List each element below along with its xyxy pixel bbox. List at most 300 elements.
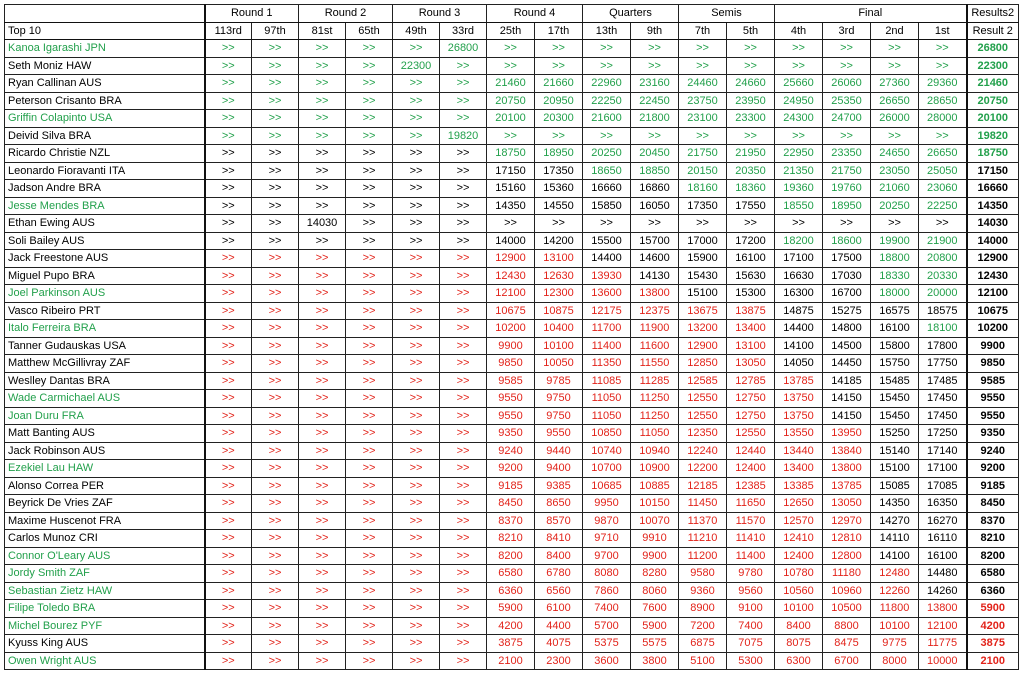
points-cell: >> [823, 215, 871, 233]
points-cell: 15800 [871, 337, 919, 355]
points-cell: >> [346, 127, 393, 145]
points-cell: 13800 [631, 285, 679, 303]
table-row [5, 92, 1019, 110]
result-cell: 16660 [967, 180, 1019, 198]
result-cell: 26800 [967, 40, 1019, 58]
results-spreadsheet [4, 4, 1019, 670]
points-cell: >> [919, 215, 967, 233]
points-cell: 11050 [583, 407, 631, 425]
points-cell: >> [252, 40, 299, 58]
points-cell: 18000 [871, 285, 919, 303]
points-cell: >> [299, 425, 346, 443]
points-cell: 15300 [727, 285, 775, 303]
table-row [5, 57, 1019, 75]
points-cell: >> [205, 635, 252, 653]
points-cell: 15450 [871, 407, 919, 425]
points-cell: 11285 [631, 372, 679, 390]
surfer-name-cell: Matt Banting AUS [5, 425, 205, 443]
points-cell: 15700 [631, 232, 679, 250]
points-cell: 16100 [919, 547, 967, 565]
points-cell: 4200 [487, 617, 535, 635]
points-cell: 14110 [871, 530, 919, 548]
points-cell: 10100 [871, 617, 919, 635]
table-row [5, 232, 1019, 250]
points-cell: 13440 [775, 442, 823, 460]
points-cell: 16350 [919, 495, 967, 513]
points-cell: >> [205, 652, 252, 670]
points-cell: 15100 [679, 285, 727, 303]
points-cell: 4075 [535, 635, 583, 653]
points-cell: 10740 [583, 442, 631, 460]
points-cell: 5375 [583, 635, 631, 653]
points-cell: >> [440, 530, 487, 548]
points-cell: 9900 [487, 337, 535, 355]
points-cell: 12240 [679, 442, 727, 460]
points-cell: 15630 [727, 267, 775, 285]
result-cell: 20750 [967, 92, 1019, 110]
points-cell: >> [205, 565, 252, 583]
points-cell: 7200 [679, 617, 727, 635]
table-row [5, 652, 1019, 670]
points-cell: >> [346, 180, 393, 198]
points-cell: 11085 [583, 372, 631, 390]
points-cell: 3800 [631, 652, 679, 670]
points-cell: 14030 [299, 215, 346, 233]
table-row [5, 582, 1019, 600]
points-cell: 11210 [679, 530, 727, 548]
round-header-cell [5, 5, 205, 23]
points-cell: 12570 [775, 512, 823, 530]
points-cell: >> [583, 40, 631, 58]
points-cell: >> [205, 372, 252, 390]
points-cell: >> [252, 267, 299, 285]
points-cell: 13875 [727, 302, 775, 320]
points-cell: 9710 [583, 530, 631, 548]
points-cell: 12440 [727, 442, 775, 460]
points-cell: 12100 [487, 285, 535, 303]
points-cell: 12650 [775, 495, 823, 513]
points-cell: >> [252, 285, 299, 303]
result-cell: 9350 [967, 425, 1019, 443]
points-cell: >> [440, 337, 487, 355]
points-cell: >> [393, 40, 440, 58]
points-cell: >> [299, 512, 346, 530]
points-cell: >> [205, 232, 252, 250]
points-cell: 17140 [919, 442, 967, 460]
points-cell: >> [440, 652, 487, 670]
points-cell: 20350 [727, 162, 775, 180]
points-cell: 20000 [919, 285, 967, 303]
points-cell: 14050 [775, 355, 823, 373]
table-row [5, 600, 1019, 618]
points-cell: >> [252, 372, 299, 390]
result-cell: 20100 [967, 110, 1019, 128]
points-cell: >> [440, 495, 487, 513]
table-row [5, 460, 1019, 478]
points-cell: 21950 [727, 145, 775, 163]
points-cell: 11410 [727, 530, 775, 548]
points-cell: >> [299, 337, 346, 355]
table-row [5, 215, 1019, 233]
points-cell: 21600 [583, 110, 631, 128]
points-cell: >> [440, 110, 487, 128]
placement-header-cell: 17th [535, 22, 583, 40]
points-cell: >> [679, 40, 727, 58]
points-cell: 14000 [487, 232, 535, 250]
points-cell: 13600 [583, 285, 631, 303]
points-cell: 11400 [583, 337, 631, 355]
points-cell: >> [679, 215, 727, 233]
points-cell: 6100 [535, 600, 583, 618]
points-cell: >> [440, 600, 487, 618]
points-cell: 11800 [871, 600, 919, 618]
points-cell: 13400 [727, 320, 775, 338]
points-cell: 23350 [823, 145, 871, 163]
round-header-row [5, 5, 1019, 23]
surfer-name-cell: Ethan Ewing AUS [5, 215, 205, 233]
points-cell: 12750 [727, 390, 775, 408]
points-cell: >> [393, 582, 440, 600]
points-cell: >> [440, 215, 487, 233]
points-cell: >> [252, 337, 299, 355]
points-cell: 10150 [631, 495, 679, 513]
points-cell: >> [775, 40, 823, 58]
placement-header-cell: 25th [487, 22, 535, 40]
points-cell: >> [727, 215, 775, 233]
result-cell: 10675 [967, 302, 1019, 320]
points-cell: 11250 [631, 390, 679, 408]
points-cell: >> [393, 600, 440, 618]
points-cell: >> [631, 215, 679, 233]
points-cell: 12300 [535, 285, 583, 303]
points-cell: 8410 [535, 530, 583, 548]
points-cell: 20330 [919, 267, 967, 285]
points-cell: >> [679, 57, 727, 75]
points-cell: 5900 [631, 617, 679, 635]
points-cell: 17550 [727, 197, 775, 215]
points-cell: >> [205, 110, 252, 128]
points-cell: >> [393, 512, 440, 530]
surfer-name-cell: Vasco Ribeiro PRT [5, 302, 205, 320]
points-cell: >> [440, 617, 487, 635]
points-cell: 22450 [631, 92, 679, 110]
points-cell: 23160 [631, 75, 679, 93]
points-cell: 15360 [535, 180, 583, 198]
placement-header-cell: 4th [775, 22, 823, 40]
points-cell: 12375 [631, 302, 679, 320]
points-cell: >> [252, 565, 299, 583]
points-cell: 21900 [919, 232, 967, 250]
points-cell: 5900 [487, 600, 535, 618]
points-cell: >> [393, 250, 440, 268]
points-cell: >> [205, 425, 252, 443]
points-cell: >> [299, 460, 346, 478]
points-cell: >> [727, 40, 775, 58]
points-cell: >> [535, 57, 583, 75]
points-cell: >> [823, 57, 871, 75]
points-cell: >> [919, 40, 967, 58]
points-cell: >> [393, 75, 440, 93]
round-header-cell: Round 4 [487, 5, 583, 23]
points-cell: 9775 [871, 635, 919, 653]
points-cell: 8570 [535, 512, 583, 530]
points-cell: 16700 [823, 285, 871, 303]
points-cell: 9785 [535, 372, 583, 390]
points-cell: 10700 [583, 460, 631, 478]
points-cell: >> [393, 162, 440, 180]
points-cell: >> [205, 442, 252, 460]
points-cell: 8900 [679, 600, 727, 618]
points-cell: 23750 [679, 92, 727, 110]
points-cell: >> [346, 215, 393, 233]
points-cell: 14500 [823, 337, 871, 355]
points-cell: >> [299, 372, 346, 390]
points-cell: 13785 [775, 372, 823, 390]
table-row [5, 250, 1019, 268]
points-cell: 16300 [775, 285, 823, 303]
points-cell: 11570 [727, 512, 775, 530]
round-header-cell: Round 2 [299, 5, 393, 23]
points-cell: 20450 [631, 145, 679, 163]
points-cell: >> [346, 337, 393, 355]
points-cell: >> [346, 75, 393, 93]
points-cell: >> [205, 547, 252, 565]
points-cell: >> [205, 145, 252, 163]
points-cell: 9385 [535, 477, 583, 495]
points-cell: >> [727, 57, 775, 75]
points-cell: 21660 [535, 75, 583, 93]
points-cell: >> [252, 92, 299, 110]
points-cell: >> [299, 565, 346, 583]
result-cell: 14030 [967, 215, 1019, 233]
table-row [5, 355, 1019, 373]
surfer-name-cell: Kanoa Igarashi JPN [5, 40, 205, 58]
points-cell: >> [299, 652, 346, 670]
table-row [5, 110, 1019, 128]
points-cell: >> [205, 302, 252, 320]
points-cell: 14550 [535, 197, 583, 215]
points-cell: 23300 [727, 110, 775, 128]
table-row [5, 285, 1019, 303]
points-cell: >> [252, 547, 299, 565]
points-cell: 11600 [631, 337, 679, 355]
points-cell: 11700 [583, 320, 631, 338]
points-cell: >> [299, 390, 346, 408]
points-cell: 17350 [535, 162, 583, 180]
points-cell: 21800 [631, 110, 679, 128]
points-cell: >> [393, 495, 440, 513]
points-cell: >> [583, 215, 631, 233]
surfer-name-cell: Deivid Silva BRA [5, 127, 205, 145]
points-cell: >> [775, 215, 823, 233]
table-row [5, 267, 1019, 285]
points-cell: 13840 [823, 442, 871, 460]
points-cell: 15900 [679, 250, 727, 268]
points-cell: >> [299, 267, 346, 285]
points-cell: 26650 [919, 145, 967, 163]
points-cell: 10885 [631, 477, 679, 495]
points-cell: 15500 [583, 232, 631, 250]
points-cell: >> [583, 57, 631, 75]
points-cell: >> [299, 232, 346, 250]
points-cell: >> [299, 600, 346, 618]
points-cell: >> [252, 302, 299, 320]
surfer-name-cell: Matthew McGillivray ZAF [5, 355, 205, 373]
points-cell: 16050 [631, 197, 679, 215]
points-cell: 5575 [631, 635, 679, 653]
points-cell: >> [252, 512, 299, 530]
result-cell: 17150 [967, 162, 1019, 180]
points-cell: >> [346, 162, 393, 180]
placement-header-cell: 5th [727, 22, 775, 40]
surfer-name-cell: Weslley Dantas BRA [5, 372, 205, 390]
points-cell: 14875 [775, 302, 823, 320]
points-cell: 14260 [919, 582, 967, 600]
points-cell: 14400 [775, 320, 823, 338]
points-cell: 9560 [727, 582, 775, 600]
points-cell: 16100 [727, 250, 775, 268]
points-cell: >> [440, 75, 487, 93]
result-cell: 2100 [967, 652, 1019, 670]
points-cell: 9550 [487, 390, 535, 408]
points-cell: 19760 [823, 180, 871, 198]
points-cell: >> [252, 477, 299, 495]
points-cell: >> [393, 460, 440, 478]
points-cell: 17485 [919, 372, 967, 390]
points-cell: 16270 [919, 512, 967, 530]
points-cell: 2100 [487, 652, 535, 670]
points-cell: 6875 [679, 635, 727, 653]
points-cell: 6300 [775, 652, 823, 670]
points-cell: >> [393, 617, 440, 635]
points-cell: 22950 [775, 145, 823, 163]
points-cell: 18950 [535, 145, 583, 163]
points-cell: 11050 [631, 425, 679, 443]
points-cell: 10400 [535, 320, 583, 338]
surfer-name-cell: Filipe Toledo BRA [5, 600, 205, 618]
points-cell: 12260 [871, 582, 919, 600]
points-cell: 10500 [823, 600, 871, 618]
table-row [5, 162, 1019, 180]
points-cell: >> [393, 355, 440, 373]
points-cell: 15750 [871, 355, 919, 373]
points-cell: 12480 [871, 565, 919, 583]
points-cell: 20750 [487, 92, 535, 110]
points-cell: >> [440, 57, 487, 75]
points-cell: 9350 [487, 425, 535, 443]
table-row [5, 477, 1019, 495]
points-cell: 11450 [679, 495, 727, 513]
points-cell: >> [346, 372, 393, 390]
points-cell: 26800 [440, 40, 487, 58]
table-row [5, 40, 1019, 58]
points-cell: 9850 [487, 355, 535, 373]
result-cell: 9550 [967, 407, 1019, 425]
placement-header-cell: 33rd [440, 22, 487, 40]
points-cell: >> [440, 407, 487, 425]
points-cell: >> [440, 460, 487, 478]
surfer-name-cell: Ezekiel Lau HAW [5, 460, 205, 478]
points-cell: 14185 [823, 372, 871, 390]
points-cell: 8475 [823, 635, 871, 653]
points-cell: 10960 [823, 582, 871, 600]
points-cell: >> [299, 197, 346, 215]
points-cell: 7400 [727, 617, 775, 635]
points-cell: 13100 [727, 337, 775, 355]
points-cell: 8200 [487, 547, 535, 565]
points-cell: >> [299, 302, 346, 320]
points-cell: >> [393, 92, 440, 110]
points-cell: 13800 [823, 460, 871, 478]
points-cell: >> [440, 547, 487, 565]
points-cell: >> [252, 617, 299, 635]
points-cell: 20250 [583, 145, 631, 163]
points-cell: 17450 [919, 390, 967, 408]
points-cell: 12400 [727, 460, 775, 478]
points-cell: >> [252, 197, 299, 215]
points-cell: >> [919, 57, 967, 75]
points-cell: 9400 [535, 460, 583, 478]
points-cell: >> [346, 512, 393, 530]
points-cell: 8075 [775, 635, 823, 653]
points-cell: 14270 [871, 512, 919, 530]
points-cell: >> [205, 127, 252, 145]
points-cell: >> [440, 390, 487, 408]
points-cell: 21750 [823, 162, 871, 180]
surfer-name-cell: Maxime Huscenot FRA [5, 512, 205, 530]
points-cell: 21750 [679, 145, 727, 163]
points-cell: >> [393, 302, 440, 320]
points-cell: >> [205, 267, 252, 285]
points-cell: 25050 [919, 162, 967, 180]
round-header-cell: Semis [679, 5, 775, 23]
round-header-cell: Round 1 [205, 5, 299, 23]
points-cell: 5700 [583, 617, 631, 635]
points-cell: 13675 [679, 302, 727, 320]
points-cell: 8370 [487, 512, 535, 530]
points-cell: >> [583, 127, 631, 145]
result-cell: 14350 [967, 197, 1019, 215]
placement-header-cell: 65th [346, 22, 393, 40]
points-cell: >> [205, 407, 252, 425]
points-cell: 21460 [487, 75, 535, 93]
points-cell: 25350 [823, 92, 871, 110]
points-cell: 18650 [583, 162, 631, 180]
points-cell: >> [346, 197, 393, 215]
points-cell: >> [346, 92, 393, 110]
points-cell: 20100 [487, 110, 535, 128]
points-cell: 6780 [535, 565, 583, 583]
points-cell: >> [346, 617, 393, 635]
points-cell: 13100 [535, 250, 583, 268]
points-cell: >> [252, 652, 299, 670]
points-cell: 15275 [823, 302, 871, 320]
points-cell: 5300 [727, 652, 775, 670]
points-cell: 9700 [583, 547, 631, 565]
result-cell: 9585 [967, 372, 1019, 390]
points-cell: >> [252, 390, 299, 408]
table-row [5, 390, 1019, 408]
placement-header-cell: 13th [583, 22, 631, 40]
points-cell: >> [487, 127, 535, 145]
points-cell: 13385 [775, 477, 823, 495]
points-cell: >> [205, 57, 252, 75]
table-row [5, 127, 1019, 145]
points-cell: >> [299, 617, 346, 635]
points-cell: 10100 [775, 600, 823, 618]
points-cell: 12350 [679, 425, 727, 443]
points-cell: >> [346, 110, 393, 128]
